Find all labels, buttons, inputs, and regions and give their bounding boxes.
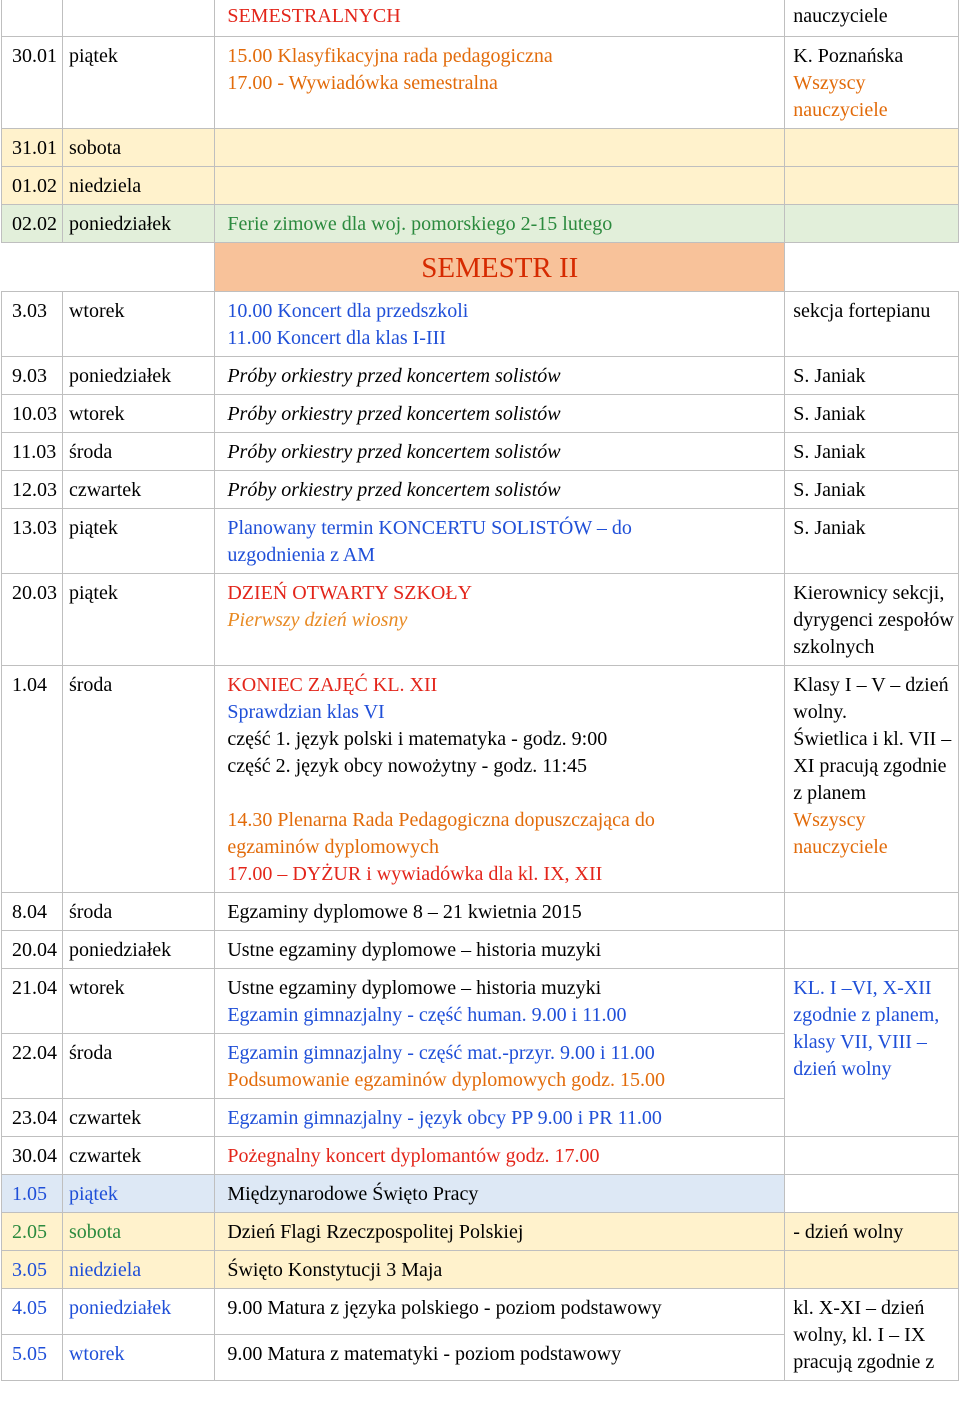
day-cell: środa bbox=[62, 1034, 214, 1099]
event-cell bbox=[215, 1034, 785, 1099]
table-row bbox=[2, 433, 959, 471]
day-cell: poniedziałek bbox=[62, 205, 214, 243]
event-cell: Próby orkiestry przed koncertem solistów bbox=[215, 395, 785, 433]
event-cell: SEMESTRALNYCH bbox=[215, 0, 785, 37]
day-cell: piątek bbox=[62, 509, 214, 574]
event-line: 14.30 Plenarna Rada Pedagogiczna dopuszczająca do bbox=[227, 809, 655, 831]
table-row bbox=[2, 893, 959, 931]
table-row bbox=[2, 509, 959, 574]
table-row bbox=[2, 1175, 959, 1213]
date-cell: 8.04 bbox=[2, 893, 63, 931]
table-row bbox=[2, 129, 959, 167]
table-row bbox=[2, 931, 959, 969]
day-cell: czwartek bbox=[62, 1099, 214, 1137]
table-row bbox=[2, 1289, 959, 1335]
table-row bbox=[2, 471, 959, 509]
table-row bbox=[2, 37, 959, 129]
responsible-cell: sekcja fortepianu bbox=[785, 292, 959, 357]
event-cell bbox=[215, 574, 785, 666]
day-cell: niedziela bbox=[62, 1251, 214, 1289]
table-row bbox=[2, 243, 959, 292]
date-cell: 4.05 bbox=[2, 1289, 63, 1335]
date-cell: 23.04 bbox=[2, 1099, 63, 1137]
responsible-cell bbox=[785, 893, 959, 931]
event-line: Ustne egzaminy dyplomowe – historia muzyki bbox=[227, 977, 602, 999]
event-line: Egzamin gimnazjalny - część mat.-przyr. 9.00 i 11.00 bbox=[227, 1042, 655, 1064]
table-row bbox=[2, 969, 959, 1034]
responsible-cell bbox=[785, 37, 959, 129]
semester-banner: SEMESTR II bbox=[215, 243, 785, 292]
date-cell: 22.04 bbox=[2, 1034, 63, 1099]
date-cell: 13.03 bbox=[2, 509, 63, 574]
date-cell: 01.02 bbox=[2, 167, 63, 205]
event-cell bbox=[215, 167, 785, 205]
banner-empty-cell bbox=[2, 243, 215, 292]
responsible-cell: nauczyciele bbox=[785, 0, 959, 37]
responsible-cell: S. Janiak bbox=[785, 433, 959, 471]
day-cell: czwartek bbox=[62, 471, 214, 509]
table-row bbox=[2, 167, 959, 205]
event-line: 15.00 Klasyfikacyjna rada pedagogiczna bbox=[227, 45, 553, 67]
date-cell: 30.04 bbox=[2, 1137, 63, 1175]
responsible-cell: S. Janiak bbox=[785, 509, 959, 574]
event-line: Egzamin gimnazjalny - część human. 9.00 i 11.00 bbox=[227, 1004, 627, 1026]
event-cell bbox=[215, 37, 785, 129]
event-line: 17.00 – DYŻUR i wywiadówka dla kl. IX, XII bbox=[227, 863, 603, 885]
responsible-line: Świetlica i kl. VII – XI pracują zgodnie z planem bbox=[793, 728, 952, 804]
responsible-cell: S. Janiak bbox=[785, 471, 959, 509]
banner-empty-cell bbox=[785, 243, 959, 292]
date-cell: 21.04 bbox=[2, 969, 63, 1034]
event-cell: Dzień Flagi Rzeczpospolitej Polskiej bbox=[215, 1213, 785, 1251]
event-cell: 9.00 Matura z języka polskiego - poziom podstawowy bbox=[215, 1289, 785, 1335]
date-cell bbox=[2, 0, 63, 37]
responsible-line: K. Poznańska bbox=[793, 45, 904, 67]
date-cell: 9.03 bbox=[2, 357, 63, 395]
event-line: Planowany termin KONCERTU SOLISTÓW – do bbox=[227, 517, 632, 539]
event-cell: Pożegnalny koncert dyplomantów godz. 17.00 bbox=[215, 1137, 785, 1175]
day-cell: poniedziałek bbox=[62, 931, 214, 969]
responsible-line: Wszyscy nauczyciele bbox=[793, 809, 888, 858]
date-cell: 11.03 bbox=[2, 433, 63, 471]
table-row bbox=[2, 1251, 959, 1289]
date-cell: 10.03 bbox=[2, 395, 63, 433]
responsible-cell bbox=[785, 1175, 959, 1213]
responsible-line: Wszyscy nauczyciele bbox=[793, 72, 888, 121]
table-row bbox=[2, 1137, 959, 1175]
event-line: 10.00 Koncert dla przedszkoli bbox=[227, 300, 469, 322]
day-cell: poniedziałek bbox=[62, 357, 214, 395]
date-cell: 02.02 bbox=[2, 205, 63, 243]
event-cell: Święto Konstytucji 3 Maja bbox=[215, 1251, 785, 1289]
table-row bbox=[2, 292, 959, 357]
day-cell: wtorek bbox=[62, 969, 214, 1034]
table-row bbox=[2, 357, 959, 395]
event-cell bbox=[215, 969, 785, 1034]
date-cell: 12.03 bbox=[2, 471, 63, 509]
responsible-cell bbox=[785, 931, 959, 969]
event-cell: Ustne egzaminy dyplomowe – historia muzyki bbox=[215, 931, 785, 969]
event-cell: Międzynarodowe Święto Pracy bbox=[215, 1175, 785, 1213]
table-row bbox=[2, 0, 959, 37]
event-cell bbox=[215, 129, 785, 167]
date-cell: 1.05 bbox=[2, 1175, 63, 1213]
date-cell: 20.04 bbox=[2, 931, 63, 969]
date-cell: 3.03 bbox=[2, 292, 63, 357]
responsible-cell bbox=[785, 205, 959, 243]
table-row bbox=[2, 666, 959, 893]
event-line: Podsumowanie egzaminów dyplomowych godz. 15.00 bbox=[227, 1069, 666, 1091]
day-cell: środa bbox=[62, 893, 214, 931]
day-cell: piątek bbox=[62, 1175, 214, 1213]
day-cell: wtorek bbox=[62, 395, 214, 433]
day-cell: wtorek bbox=[62, 292, 214, 357]
day-cell: czwartek bbox=[62, 1137, 214, 1175]
day-cell: piątek bbox=[62, 574, 214, 666]
table-row bbox=[2, 205, 959, 243]
event-line: część 1. język polski i matematyka - godz. 9:00 bbox=[227, 728, 608, 750]
event-line: 17.00 - Wywiadówka semestralna bbox=[227, 72, 498, 94]
event-line: 11.00 Koncert dla klas I-III bbox=[227, 327, 446, 349]
date-cell: 5.05 bbox=[2, 1335, 63, 1381]
date-cell: 1.04 bbox=[2, 666, 63, 893]
day-cell: piątek bbox=[62, 37, 214, 129]
event-cell bbox=[215, 509, 785, 574]
responsible-cell: - dzień wolny bbox=[785, 1213, 959, 1251]
event-cell: Próby orkiestry przed koncertem solistów bbox=[215, 433, 785, 471]
responsible-cell bbox=[785, 129, 959, 167]
responsible-cell: kl. X-XI – dzień wolny, kl. I – IX pracują zgodnie z bbox=[785, 1289, 959, 1381]
responsible-cell: S. Janiak bbox=[785, 395, 959, 433]
table-row bbox=[2, 395, 959, 433]
event-line: Pierwszy dzień wiosny bbox=[227, 609, 408, 631]
date-cell: 31.01 bbox=[2, 129, 63, 167]
responsible-cell bbox=[785, 1251, 959, 1289]
event-cell: Próby orkiestry przed koncertem solistów bbox=[215, 471, 785, 509]
day-cell: sobota bbox=[62, 129, 214, 167]
spacer bbox=[227, 780, 776, 807]
event-line: część 2. język obcy nowożytny - godz. 11:45 bbox=[227, 755, 588, 777]
date-cell: 30.01 bbox=[2, 37, 63, 129]
responsible-cell: KL. I –VI, X-XII zgodnie z planem, klasy VII, VIII – dzień wolny bbox=[785, 969, 959, 1137]
date-cell: 20.03 bbox=[2, 574, 63, 666]
event-line: uzgodnienia z AM bbox=[227, 544, 376, 566]
responsible-cell bbox=[785, 1137, 959, 1175]
day-cell: środa bbox=[62, 666, 214, 893]
event-cell: Ferie zimowe dla woj. pomorskiego 2-15 lutego bbox=[215, 205, 785, 243]
event-cell: Egzamin gimnazjalny - język obcy PP 9.00 i PR 11.00 bbox=[215, 1099, 785, 1137]
event-cell bbox=[215, 292, 785, 357]
event-line: KONIEC ZAJĘĆ KL. XII bbox=[227, 674, 438, 696]
event-line: egzaminów dyplomowych bbox=[227, 836, 439, 858]
day-cell: niedziela bbox=[62, 167, 214, 205]
table-row bbox=[2, 1213, 959, 1251]
day-cell: poniedziałek bbox=[62, 1289, 214, 1335]
table-row bbox=[2, 574, 959, 666]
date-cell: 2.05 bbox=[2, 1213, 63, 1251]
responsible-cell: Kierownicy sekcji, dyrygenci zespołów szkolnych bbox=[785, 574, 959, 666]
event-line: Sprawdzian klas VI bbox=[227, 701, 385, 723]
schedule-table bbox=[1, 0, 959, 1381]
responsible-cell: S. Janiak bbox=[785, 357, 959, 395]
day-cell: wtorek bbox=[62, 1335, 214, 1381]
responsible-cell bbox=[785, 167, 959, 205]
day-cell bbox=[62, 0, 214, 37]
day-cell: sobota bbox=[62, 1213, 214, 1251]
responsible-cell bbox=[785, 666, 959, 893]
event-cell: Egzaminy dyplomowe 8 – 21 kwietnia 2015 bbox=[215, 893, 785, 931]
event-cell: 9.00 Matura z matematyki - poziom podstawowy bbox=[215, 1335, 785, 1381]
date-cell: 3.05 bbox=[2, 1251, 63, 1289]
event-cell: Próby orkiestry przed koncertem solistów bbox=[215, 357, 785, 395]
responsible-line: Klasy I – V – dzień wolny. bbox=[793, 674, 949, 723]
event-line: DZIEŃ OTWARTY SZKOŁY bbox=[227, 582, 473, 604]
event-cell bbox=[215, 666, 785, 893]
day-cell: środa bbox=[62, 433, 214, 471]
